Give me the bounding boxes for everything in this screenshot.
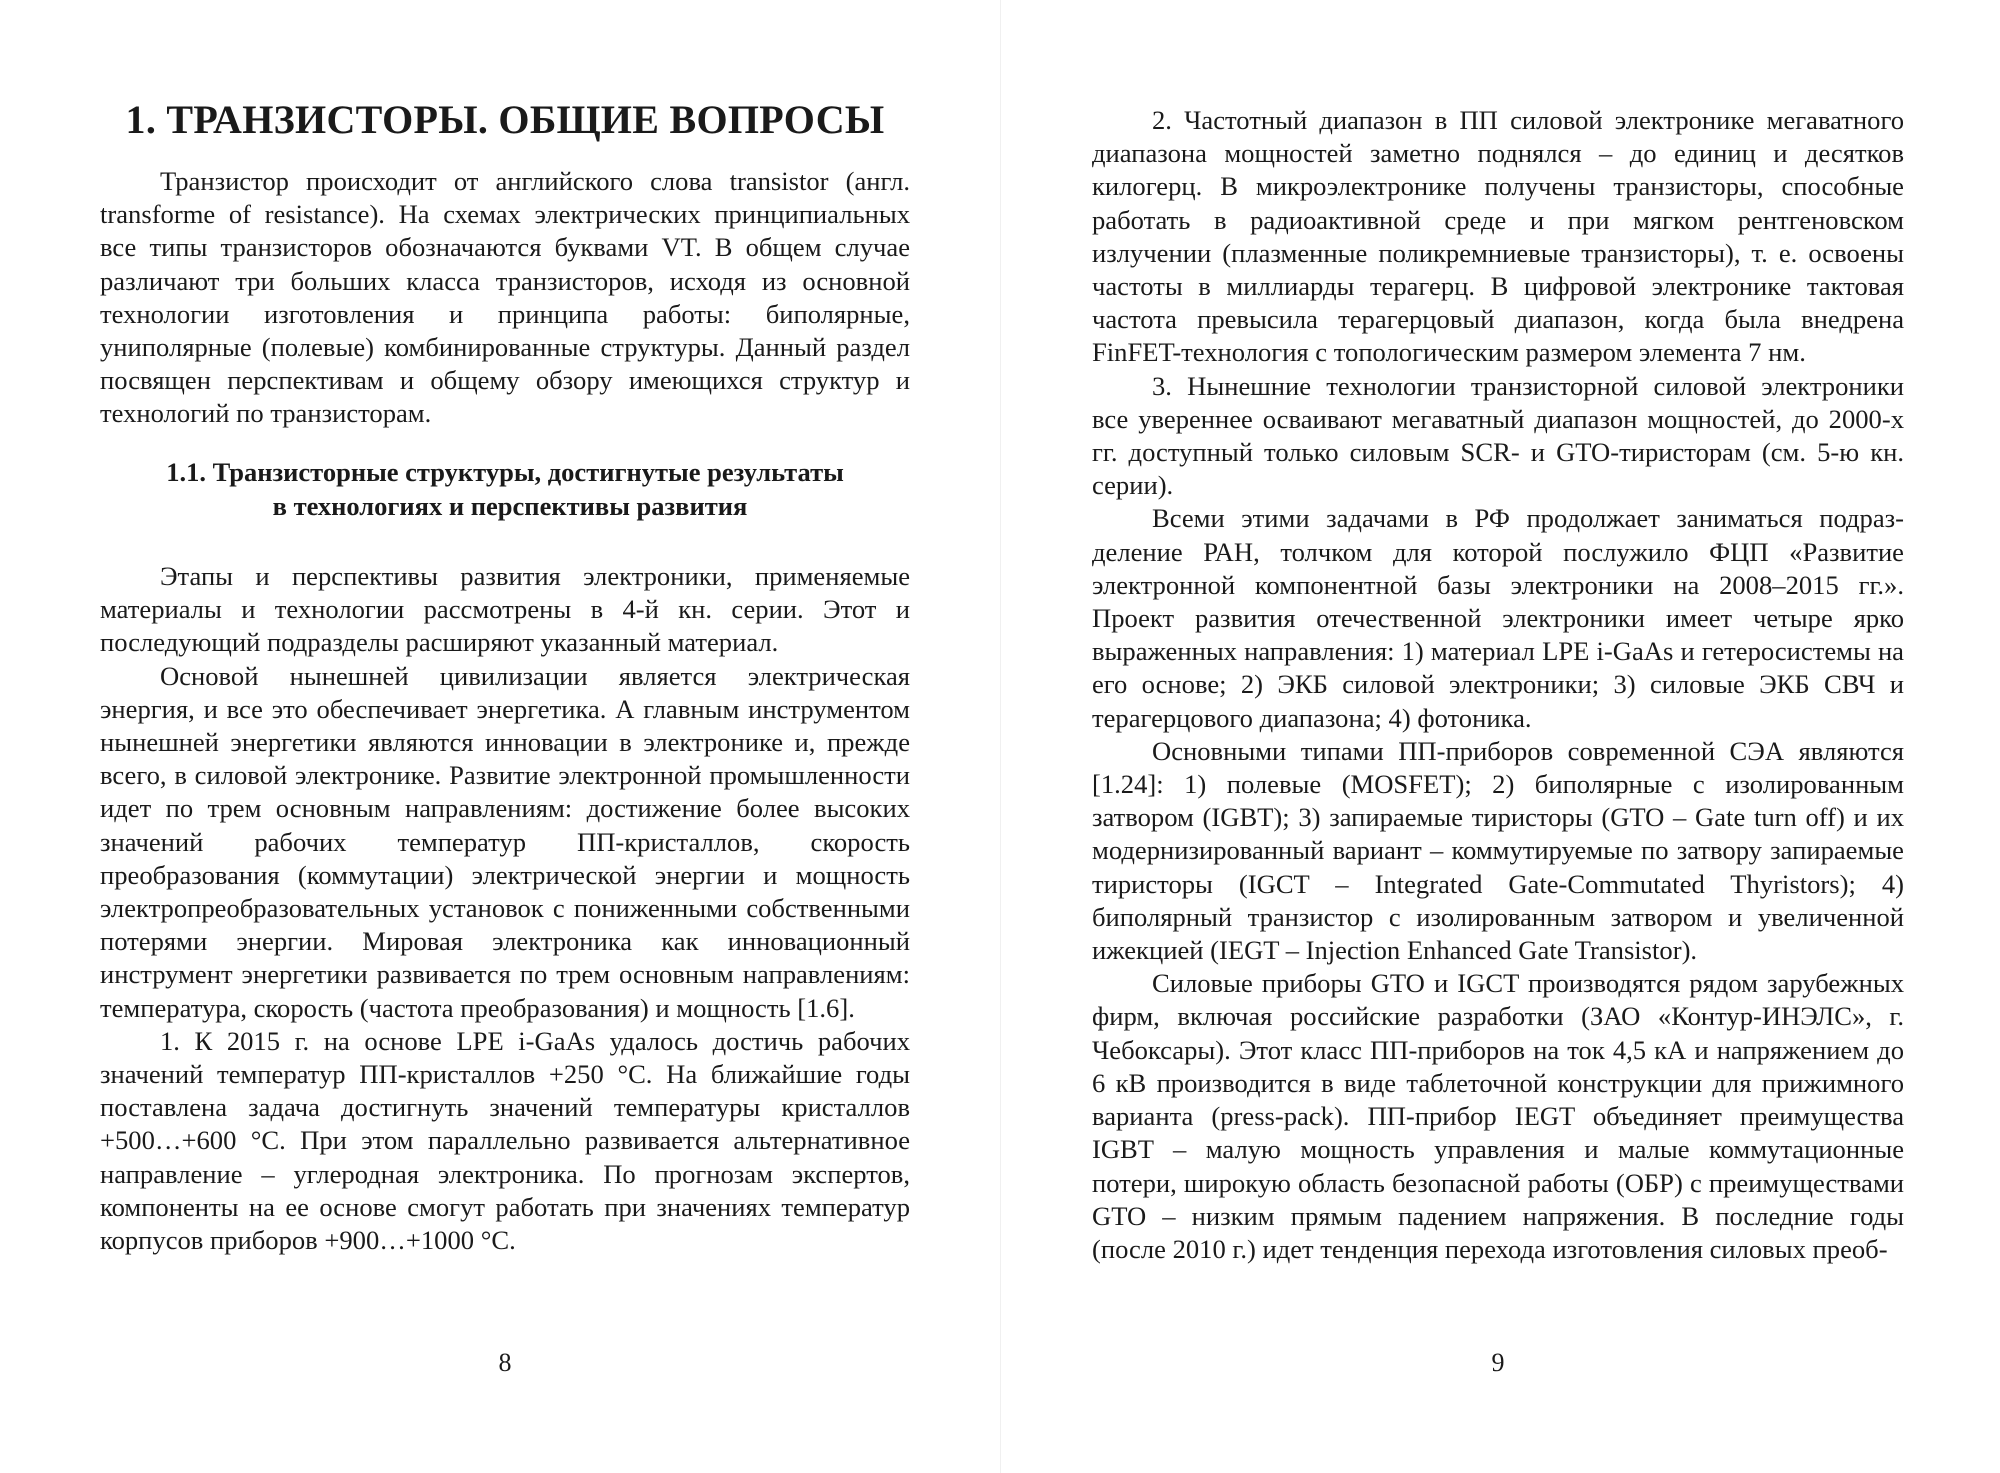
right-body — [1092, 104, 1904, 1266]
left-body — [100, 560, 910, 1257]
left-paragraph-3: 1. К 2015 г. на основе LPE i-GaAs удалось достичь рабочих значений температур ПП-кристаллов +250 °С. На ближайшие годы поставлена задача достигнуть значений температуры кристаллов +500…+600 °С. При этом параллельно развивается альтернативное направление – углеродная электроника. По прогнозам экспертов, компоненты на ее основе смогут работать при значениях температур корпусов приборов +900…+1000 °С. — [100, 1025, 910, 1256]
page-number-left: 8 — [498, 1348, 512, 1377]
right-page — [1092, 0, 1904, 1473]
chapter-title: 1. ТРАНЗИСТОРЫ. ОБЩИЕ ВОПРОСЫ — [125, 97, 885, 142]
right-paragraph-3: Всеми этими задачами в РФ продолжает заниматься подразделение РАН, толчком для которой послужило ФЦП «Развитие электронной компонентной базы электроники на 2008–2015 гг.». Проект развития отечественной электроники имеет четыре ярко выраженных направления: 1) материал LPE i-GaAs и гетеросистемы на его основе; 2) ЭКБ силовой электроники; 3) силовые ЭКБ СВЧ и терагерцового диапазона; 4) фотоника. — [1092, 503, 1904, 733]
page-number-right: 9 — [1491, 1348, 1505, 1377]
intro-block — [100, 165, 910, 431]
left-paragraph-2: Основой нынешней цивилизации является электрическая энергия, и все это обеспечивает энергетика. А главным инструментом нынешней энергетики являются инновации в электронике и, прежде всего, в силовой электронике. Развитие электронной промышленности идет по трем основным направлениям: достижение более высоких значений рабочих температур ПП-кристаллов, скорость преобразования (коммутации) электрической энергии и мощность электропреобразовательных установок с пониженными собственными потерями энергии. Мировая электроника как инновационный инструмент энергетики развивается по трем основным направлениям: температура, скорость (частота преобразования) и мощность [1.6]. — [100, 660, 910, 1023]
right-paragraph-4: Основными типами ПП-приборов современной СЭА являются [1.24]: 1) полевые (MOSFET); 2) биполярные с изолированным затвором (IGBT); 3) запираемые тиристоры (GTO – Gate turn off) и их модернизированный вариант – коммутируемые по затвору запираемые тиристоры (IGCT – Integrated Gate-Commutated Thyristors); 4) биполярный транзистор с изолированным затвором и увеличенной ижекцией (IEGT – Injection Enhanced Gate Transistor). — [1092, 735, 1904, 966]
gutter-divider — [1000, 0, 1001, 1473]
left-paragraph-1: Этапы и перспективы развития электроники, применяемые материалы и технологии рассмотрены в 4-й кн. серии. Этот и последующий подразделы расширяют указанный материал. — [100, 561, 910, 658]
left-page — [100, 0, 910, 1473]
intro-paragraph: Транзистор происходит от английского слова transistor (англ. transforme of resistance). На схемах электрических принципиальных все типы транзисторов обозначаются буквами VT. В общем случае различают три больших класса транзисторов, исходя из основной технологии изготовления и принципа работы: биполярные, униполярные (полевые) комбинированные структуры. Данный раздел посвящен перспективам и общему обзору имеющихся структур и технологий по транзисторам. — [100, 166, 910, 429]
right-paragraph-5: Силовые приборы GTO и IGCT производятся рядом зарубежных фирм, включая российские разработки (ЗАО «Контур-ИНЭЛС», г. Чебоксары). Этот класс ПП-приборов на ток 4,5 кА и напряжением до 6 кВ производится в виде таблеточной конструкции для прижимного варианта (press-pack). ПП-прибор IEGT объединяет преимущества IGBT – малую мощность управления и малые коммутационные потери, широкую область безопасной работы (ОБР) с преимуществами GTO – низким прямым падением напряжения. В последние годы (после 2010 г.) идет тенденция перехода изготовления силовых преоб- — [1092, 968, 1904, 1264]
section-title-line-2: в технологиях и перспективы развития — [272, 491, 748, 521]
right-paragraph-1: 2. Частотный диапазон в ПП силовой электронике мегаватного диапазона мощностей заметно поднялся – до единиц и десятков килогерц. В микроэлектронике получены транзисторы, способные работать в радиоактивной среде и при мягком рентгеновском излучении (плазменные поликремниевые транзисторы), т. е. освоены частоты в миллиарды терагерц. В цифровой электронике тактовая частота превысила терагерцовый диапазон, когда была внедрена FinFET-технология с топологическим размером элемента 7 нм. — [1092, 105, 1904, 368]
section-title — [100, 455, 910, 523]
section-title-line-1: 1.1. Транзисторные структуры, достигнутые результаты — [166, 457, 844, 487]
right-paragraph-2: 3. Нынешние технологии транзисторной силовой электроники все увереннее осваивают мегаватный диапазон мощностей, до 2000-х гг. доступный только силовым SCR- и GTO-тиристорам (см. 5-ю кн. серии). — [1092, 370, 1904, 501]
